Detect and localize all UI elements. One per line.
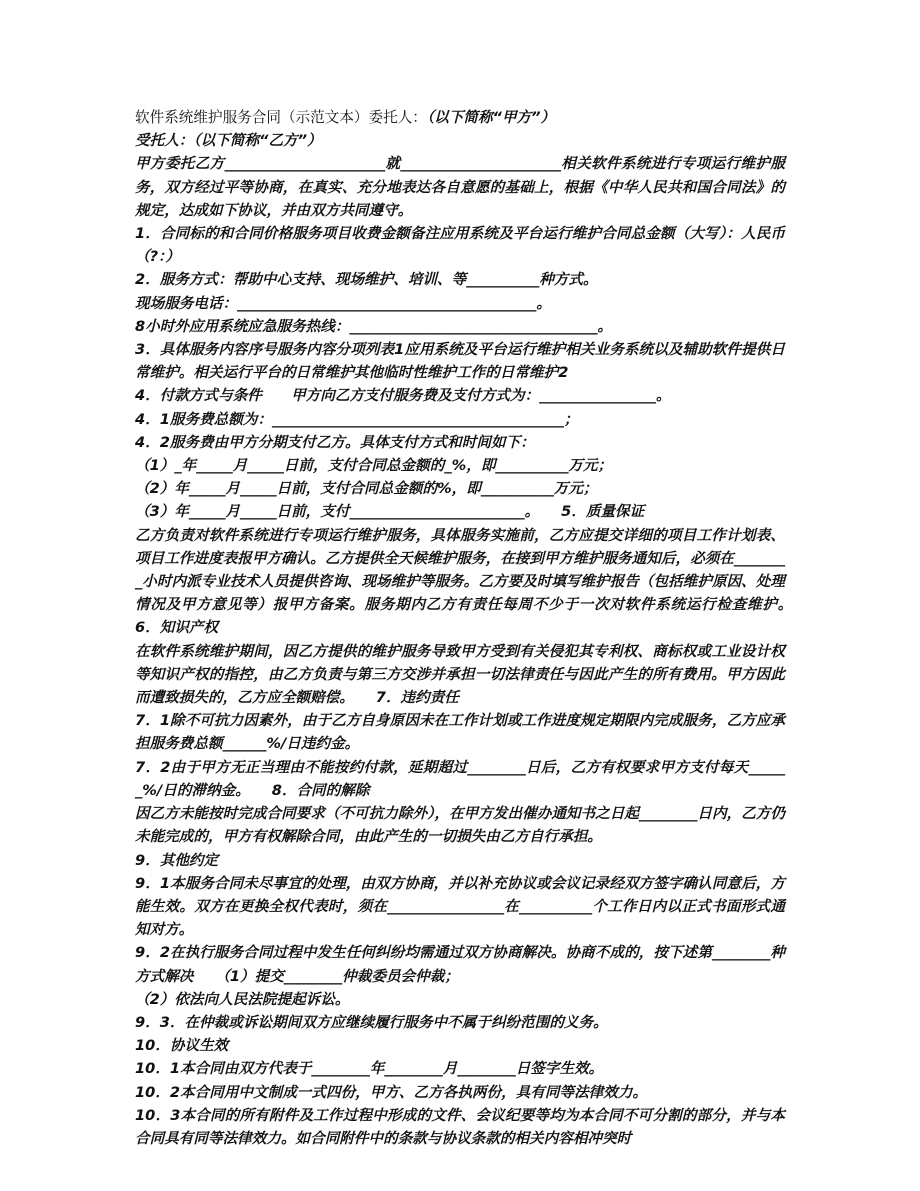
clause-10-1: 10．1本合同由双方代表于________年________月________日签字生效。 <box>135 1060 604 1078</box>
clause-4-1: 4．1服务费总额为：________________________________________； <box>135 410 579 428</box>
clause-4-2: 4．2服务费由甲方分期支付乙方。具体支付方式和时间如下： <box>135 433 535 451</box>
trustee-line: 受托人：（以下简称“乙方”） <box>135 132 322 150</box>
clause-4: 4．付款方式与条件 甲方向乙方支付服务费及支付方式为：________________。 <box>135 387 671 405</box>
clause-9-1: 9．1本服务合同未尽事宜的处理，由双方协商，并以补充协议或会议记录经双方签字确认同意后，方能生效。双方在更换全权代表时，须在________________在__________个工作日内以正式书面形式通知对方。 <box>135 874 785 939</box>
service-phone-line: 现场服务电话：_________________________________________。 <box>135 294 551 312</box>
payment-item-3: （3）年_____月_____日前，支付________________________。 5．质量保证 <box>135 503 645 521</box>
contract-title: 软件系统维护服务合同（示范文本）委托人： <box>135 109 427 126</box>
title-tail: （以下简称“甲方”） <box>426 109 556 126</box>
clause-3: 3．具体服务内容序号服务内容分项列表1应用系统及平台运行维护相关业务系统以及辅助软件提供日常维护。相关运行平台的日常维护其他临时性维护工作的日常维护2 <box>135 341 785 382</box>
clause-9-3: 9．3．在仲裁或诉讼期间双方应继续履行服务中不属于纠纷范围的义务。 <box>135 1013 608 1031</box>
clause-7-2: 7．2由于甲方无正当理由不能按约付款，延期超过________日后，乙方有权要求甲方支付每天______%/日的滞纳金。 8．合同的解除 <box>135 758 785 799</box>
ip-paragraph: 在软件系统维护期间，因乙方提供的维护服务导致甲方受到有关侵犯其专利权、商标权或工业设计权等知识产权的指控，由乙方负责与第三方交涉并承担一切法律责任与因此产生的所有费用。甲方因此而遭致损失的，乙方应全额赔偿。 7．违约责任 <box>135 642 785 707</box>
clause-9-2: 9．2在执行服务合同过程中发生任何纠纷均需通过双方协商解决。协商不成的，按下述第________种方式解决 （1）提交________仲裁委员会仲裁； <box>135 944 785 985</box>
quality-paragraph: 乙方负责对软件系统进行专项运行维护服务，具体服务实施前，乙方应提交详细的项目工作计划表、项目工作进度表报甲方确认。乙方提供全天候维护服务，在接到甲方维护服务通知后，必须在________小时内派专业技术人员提供咨询、现场维护等服务。乙方要及时填写维护报告（包括维护原因、处理情况及甲方意见等）报甲方备案。服务期内乙方有责任每周不少于一次对软件系统运行检查维护。 6．知识产权 <box>135 526 815 637</box>
clause-9: 9．其他约定 <box>135 851 219 869</box>
emergency-hotline-line: 8小时外应用系统应急服务热线：__________________________________。 <box>135 317 613 335</box>
clause-2: 2．服务方式：帮助中心支持、现场维护、培训、等__________种方式。 <box>135 271 598 289</box>
intro-paragraph: 甲方委托乙方______________________就______________________相关软件系统进行专项运行维护服务，双方经过平等协商，在真实、充分地表达各自意愿的基础上，根据《中华人民共和国合同法》的规定，达成如下协议，并由双方共同遵守。 <box>135 155 785 219</box>
clause-10-2: 10．2本合同用中文制成一式四份，甲方、乙方各执两份，具有同等法律效力。 <box>135 1083 648 1101</box>
payment-item-2: （2）年_____月_____日前，支付合同总金额的%，即__________万元； <box>135 480 598 498</box>
termination-paragraph: 因乙方未能按时完成合同要求（不可抗力除外），在甲方发出催办通知书之日起________日内，乙方仍未能完成的，甲方有权解除合同，由此产生的一切损失由乙方自行承担。 <box>135 805 785 846</box>
clause-10: 10．协议生效 <box>135 1037 229 1055</box>
clause-7-1: 7．1除不可抗力因素外，由于乙方自身原因未在工作计划或工作进度规定期限内完成服务，乙方应承担服务费总额______%/日违约金。 <box>135 712 785 753</box>
clause-10-3: 10．3本合同的所有附件及工作过程中形成的文件、会议纪要等均为本合同不可分割的部分，并与本合同具有同等法律效力。如合同附件中的条款与协议条款的相关内容相冲突时 <box>135 1106 785 1147</box>
payment-item-1: （1）_年_____月_____日前，支付合同总金额的_%，即__________万元； <box>135 457 613 475</box>
clause-1: 1．合同标的和合同价格服务项目收费金额备注应用系统及平台运行维护合同总金额（大写）：人民币（?：） <box>135 225 785 266</box>
clause-9-2-option-2: （2）依法向人民法院提起诉讼。 <box>135 990 350 1008</box>
contract-document <box>135 106 815 1150</box>
contract-title-line <box>135 106 785 129</box>
